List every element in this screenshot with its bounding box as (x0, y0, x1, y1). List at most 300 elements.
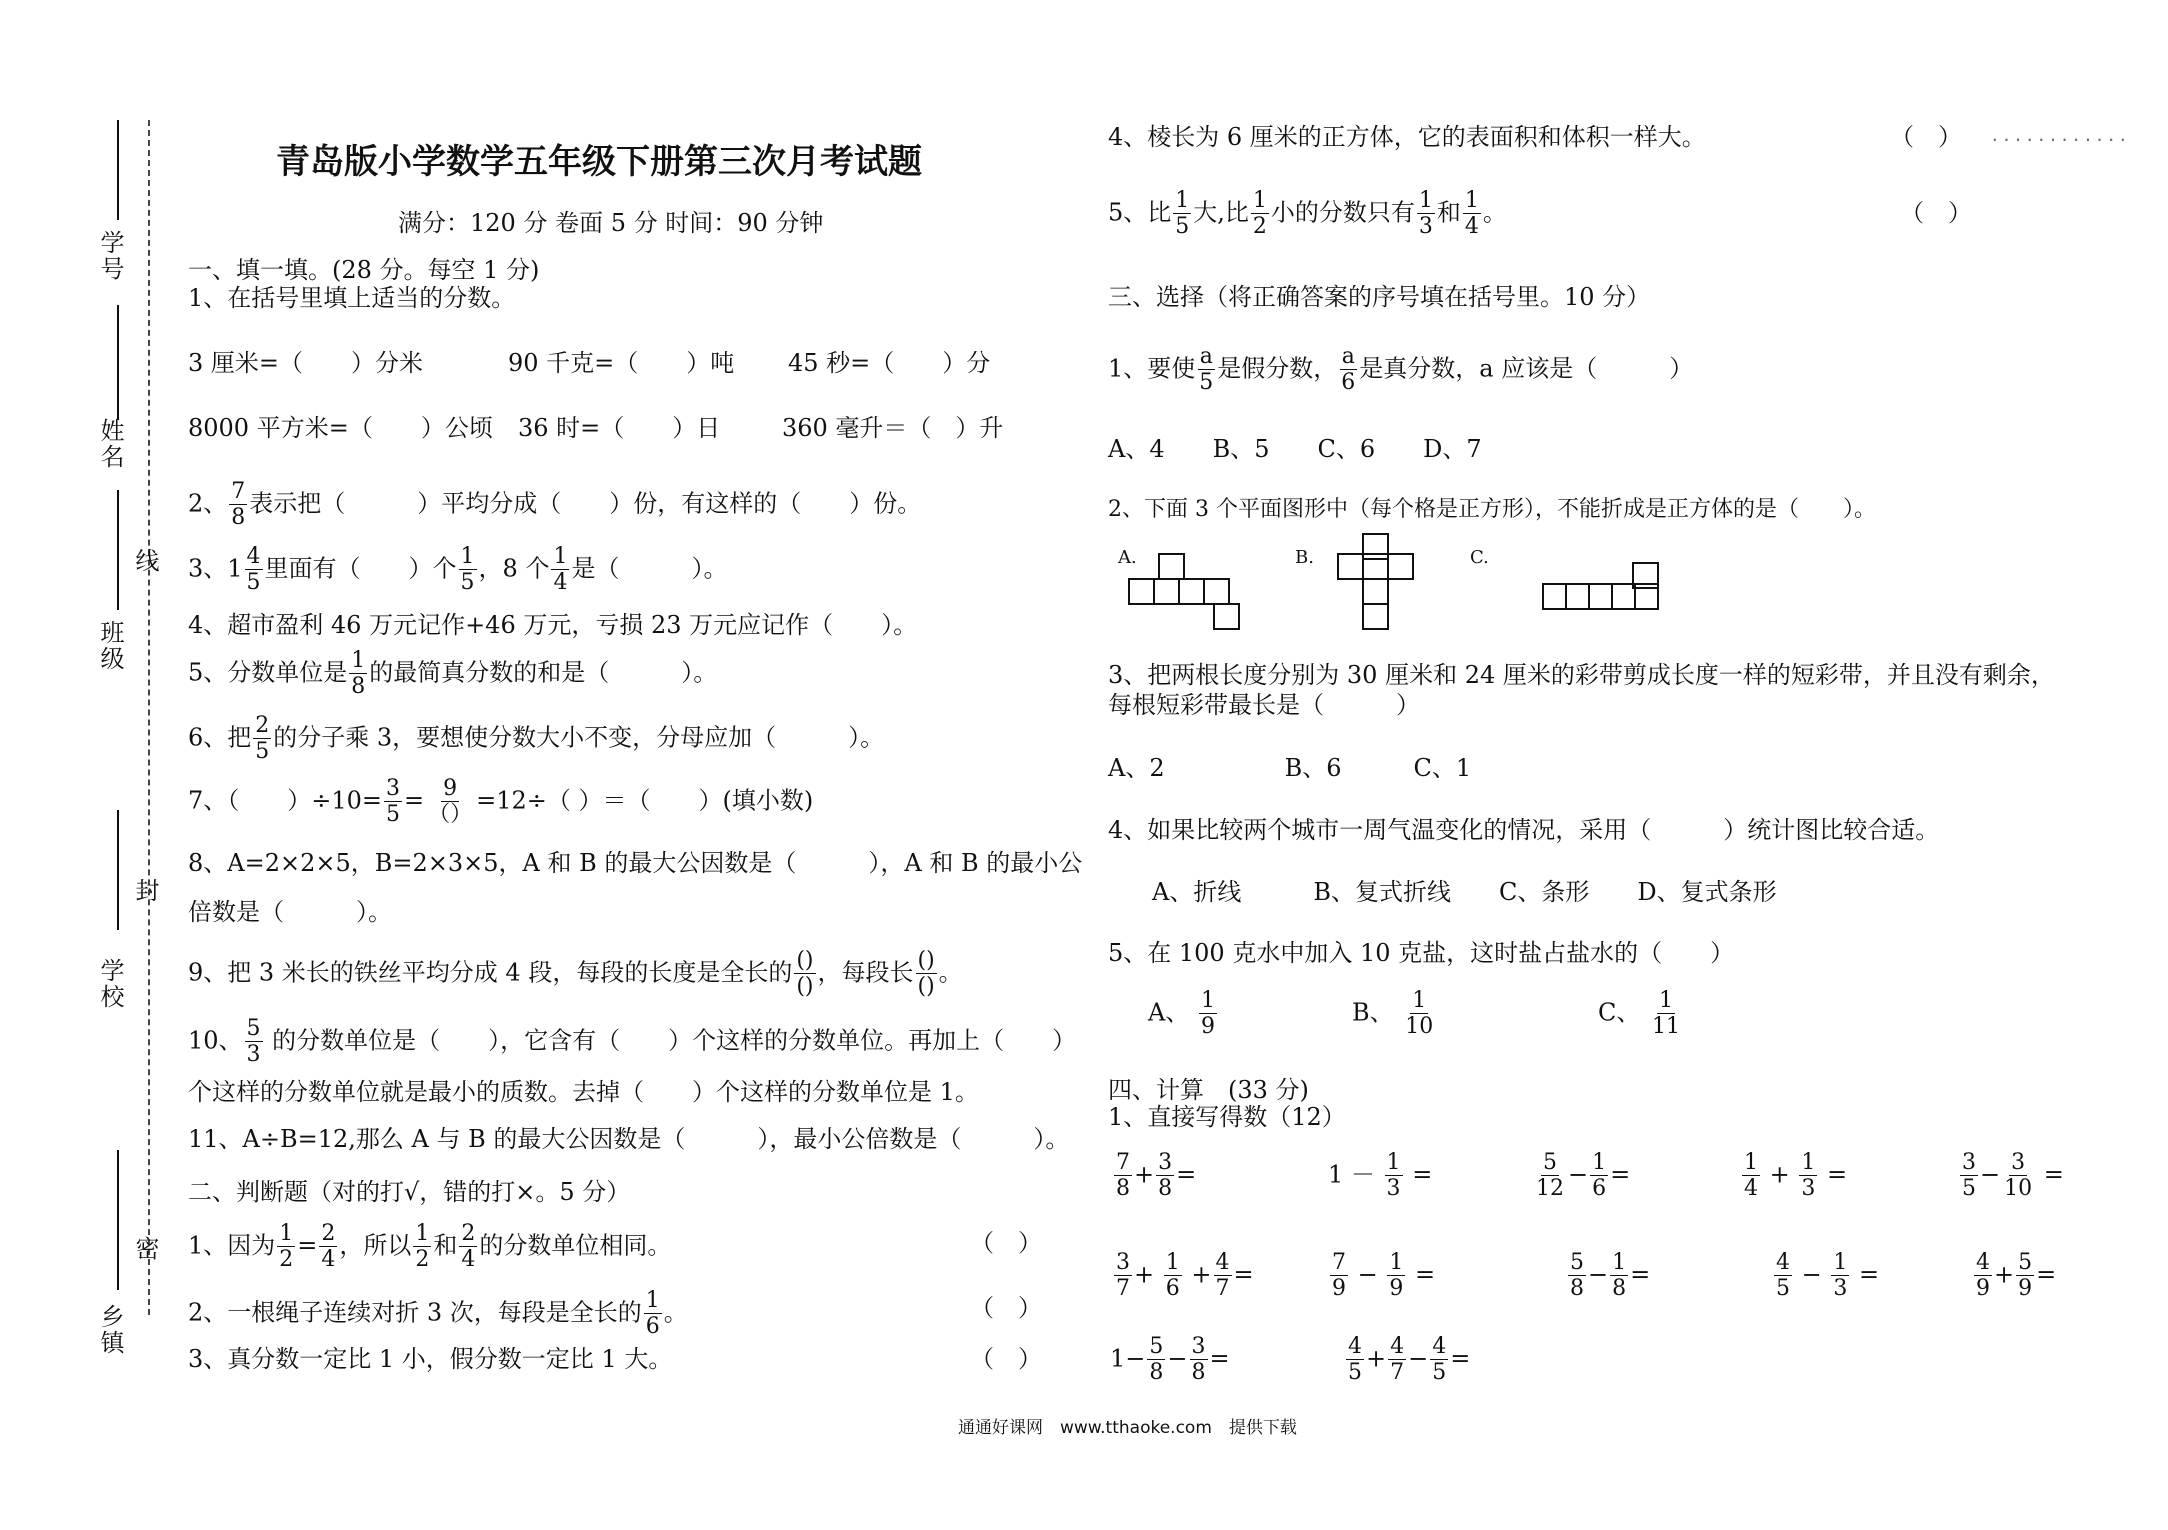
s1-q6 (188, 715, 884, 763)
calc-4-b-denominator: 3 (1801, 1176, 1816, 1201)
margin-dashed-line (148, 120, 150, 1315)
calc-6-c-numerator: 4 (1215, 1250, 1230, 1275)
net-c-cell (1542, 583, 1567, 610)
calc-11-op: − (1167, 1344, 1188, 1373)
s1-q1b2: 36 时=（ ）日 (518, 414, 721, 442)
q5-numerator: 1 (351, 648, 366, 673)
q3-numerator-3: 1 (553, 544, 568, 569)
s3-c3-line1: 3、把两根长度分别为 30 厘米和 24 厘米的彩带剪成长度一样的短彩带，并且没有剩余， (1108, 661, 2055, 689)
c1-fraction-2 (1339, 346, 1357, 394)
calc-2-b-numerator: 1 (1386, 1150, 1401, 1175)
q6-denominator: 5 (255, 739, 270, 764)
c5-a-fraction (1199, 990, 1217, 1038)
net-a-cell (1203, 578, 1230, 605)
calc-9-eq: = (1859, 1260, 1880, 1289)
calc-8-a-numerator: 5 (1570, 1250, 1584, 1275)
calc-7-eq: = (1415, 1260, 1436, 1289)
j3-answer-paren: （ ） (970, 1345, 1042, 1373)
s4-heading: 四、计算 (33 分) (1108, 1076, 1309, 1104)
net-b-cell (1362, 578, 1389, 605)
q9-denominator-2: () (917, 974, 935, 999)
side-label-line: 线 (131, 548, 159, 574)
net-c-cell (1634, 583, 1659, 610)
c1-denominator-1: 5 (1199, 370, 1214, 395)
calc-8-a-denominator: 8 (1570, 1276, 1584, 1301)
j1-numerator-4: 2 (461, 1221, 476, 1246)
q2-numerator: 7 (231, 479, 246, 504)
side-label-name: 姓名 (96, 418, 124, 470)
j5-prefix: 5、比 (1108, 198, 1172, 227)
dotted-trail: ............ (1990, 126, 2130, 145)
calc-2-eq: = (1412, 1160, 1433, 1189)
calc-9 (1772, 1252, 1879, 1300)
j1-numerator-2: 2 (321, 1221, 336, 1246)
calc-11-eq: = (1209, 1344, 1230, 1373)
calc-8-eq: = (1630, 1260, 1651, 1289)
j1-equals: = (297, 1231, 318, 1260)
footer-credit: 通通好课网 www.tthaoke.com 提供下载 (958, 1418, 1297, 1438)
page-title: 青岛版小学数学五年级下册第三次月考试题 (276, 142, 922, 182)
q10-fraction (245, 1018, 263, 1066)
j5-text-2: 小的分数只有 (1270, 198, 1415, 227)
calc-5-a-denominator: 5 (1962, 1176, 1976, 1201)
calc-4-a-denominator: 4 (1744, 1176, 1758, 1201)
j5-numerator-2: 1 (1252, 188, 1267, 213)
calc-12-fraction-b (1388, 1336, 1406, 1384)
j1-fraction-1 (277, 1223, 295, 1271)
net-c-cell (1611, 583, 1636, 610)
net-b-cell (1387, 553, 1414, 580)
net-a-label: A. (1118, 547, 1137, 568)
j1-fraction-3 (413, 1223, 431, 1271)
margin-line-5 (117, 1150, 119, 1290)
calc-1-fraction-b (1156, 1152, 1174, 1200)
q5-text: 的最简真分数的和是（ ）。 (369, 658, 718, 687)
s1-q1b3: 360 毫升＝（ ）升 (782, 414, 1004, 442)
q2-text: 表示把（ ）平均分成（ ）份，有这样的（ ）份。 (249, 489, 922, 518)
q9-numerator-1: () (796, 948, 814, 973)
j1-denominator-2: 4 (321, 1247, 336, 1272)
calc-5-a-numerator: 3 (1962, 1150, 1976, 1175)
q2-fraction (229, 481, 247, 529)
s3-c3-options: A、2 B、6 C、1 (1108, 754, 1472, 782)
calc-2-fraction-b (1385, 1152, 1403, 1200)
c1-denominator-2: 6 (1341, 370, 1356, 395)
net-a-cell (1213, 603, 1240, 630)
net-b-label: B. (1295, 547, 1314, 568)
q3-numerator-1: 4 (246, 544, 261, 569)
j5-numerator-3: 1 (1418, 188, 1433, 213)
q5-prefix: 5、分数单位是 (188, 658, 348, 687)
calc-12-b-numerator: 4 (1390, 1334, 1405, 1359)
calc-5-b-numerator: 3 (2011, 1150, 2026, 1175)
j1-prefix: 1、因为 (188, 1231, 276, 1260)
calc-1-b-numerator: 3 (1158, 1150, 1173, 1175)
c5-a-numerator: 1 (1200, 988, 1215, 1013)
calc-9-b-denominator: 3 (1833, 1276, 1848, 1301)
calc-7-fraction-a (1330, 1252, 1348, 1300)
q7-numerator-1: 3 (386, 776, 401, 801)
s1-q10 (188, 1018, 1076, 1066)
calc-6-b-numerator: 1 (1165, 1250, 1180, 1275)
j5-fraction-2 (1251, 190, 1269, 238)
calc-10-a-denominator: 9 (1976, 1276, 1990, 1301)
side-label-seal: 封 (131, 878, 159, 904)
c5-b-denominator: 10 (1405, 1014, 1434, 1039)
j5-numerator-1: 1 (1175, 188, 1190, 213)
calc-9-b-numerator: 1 (1833, 1250, 1848, 1275)
q6-numerator: 2 (255, 713, 270, 738)
q3-text-2: ，8 个 (478, 554, 550, 583)
s3-c3-line2: 每根短彩带最长是（ ） (1108, 691, 1420, 719)
calc-10-fraction-a (1974, 1252, 1992, 1300)
calc-10-b-numerator: 5 (2018, 1250, 2033, 1275)
j5-denominator-3: 3 (1418, 214, 1433, 239)
q9-text: ，每段长 (817, 958, 914, 987)
j5-text-1: 大,比 (1193, 198, 1249, 227)
j1-fraction-4 (459, 1223, 477, 1271)
calc-5-op: − (1980, 1160, 2001, 1189)
q7-fraction-1 (384, 778, 402, 826)
net-a-cell (1158, 553, 1185, 580)
net-a-cell (1178, 578, 1205, 605)
calc-3-a-numerator: 5 (1543, 1150, 1557, 1175)
calc-6 (1112, 1252, 1254, 1300)
net-c-label: C. (1470, 547, 1489, 568)
s2-j5 (1108, 190, 1507, 238)
s1-heading: 一、填一填。(28 分。每空 1 分) (188, 256, 540, 284)
q7-denominator-1: 5 (386, 802, 401, 827)
c5-option-a (1148, 990, 1219, 1038)
calc-8-fraction-b (1610, 1252, 1628, 1300)
j5-answer-paren: （ ） (1900, 199, 1972, 227)
calc-6-eq: = (1233, 1260, 1254, 1289)
q7-denominator-2: （） (428, 802, 473, 827)
c1-fraction-1 (1197, 346, 1215, 394)
c5-b-label: B、 (1352, 998, 1394, 1027)
q9-fraction-2 (916, 950, 937, 998)
calc-8 (1566, 1252, 1650, 1300)
calc-4-eq: = (1827, 1160, 1848, 1189)
s1-q2 (188, 481, 921, 529)
calc-6-a-denominator: 7 (1116, 1276, 1130, 1301)
calc-7-fraction-b (1387, 1252, 1405, 1300)
q7-fraction-2 (426, 778, 474, 826)
j1-fraction-2 (319, 1223, 337, 1271)
s1-q9 (188, 950, 963, 998)
margin-line-3 (117, 490, 119, 610)
s3-c5: 5、在 100 克水中加入 10 克盐，这时盐占盐水的（ ） (1108, 939, 1735, 967)
calc-8-b-numerator: 1 (1612, 1250, 1627, 1275)
q9-end: 。 (938, 958, 963, 987)
j5-fraction-4 (1463, 190, 1481, 238)
calc-7-a-denominator: 9 (1332, 1276, 1346, 1301)
j1-denominator-3: 2 (415, 1247, 430, 1272)
calc-12-fraction-c (1430, 1336, 1448, 1384)
calc-8-op: − (1588, 1260, 1609, 1289)
calc-10-op: + (1994, 1260, 2015, 1289)
q9-numerator-2: () (917, 948, 935, 973)
calc-2 (1328, 1152, 1432, 1200)
calc-6-fraction-c (1214, 1252, 1232, 1300)
calc-6-a-numerator: 3 (1116, 1250, 1130, 1275)
calc-10 (1972, 1252, 2056, 1300)
calc-6-op2: + (1191, 1260, 1212, 1289)
s1-q1b1: 8000 平方米=（ ）公顷 (188, 414, 493, 442)
s2-j4: 4、棱长为 6 厘米的正方体，它的表面积和体积一样大。 (1108, 123, 1706, 151)
s2-heading: 二、判断题（对的打√，错的打×。5 分） (188, 1178, 631, 1206)
q3-fraction-2 (459, 546, 477, 594)
net-c-cell (1565, 583, 1590, 610)
j5-denominator-2: 2 (1252, 214, 1267, 239)
q3-fraction-1 (245, 546, 263, 594)
net-a-cell (1153, 578, 1180, 605)
s3-c1-options: A、4 B、5 C、6 D、7 (1108, 435, 1482, 463)
s1-q1a2: 90 千克=（ ）吨 (508, 349, 735, 377)
s1-q1a3: 45 秒=（ ）分 (788, 349, 991, 377)
calc-1-eq: = (1176, 1160, 1197, 1189)
calc-12-c-denominator: 5 (1432, 1360, 1447, 1385)
s1-q8-line2: 倍数是（ ）。 (188, 898, 392, 926)
calc-12-a-numerator: 4 (1348, 1334, 1362, 1359)
calc-3-eq: = (1610, 1160, 1631, 1189)
c5-c-numerator: 1 (1659, 988, 1674, 1013)
side-label-township: 乡镇 (96, 1304, 124, 1356)
j1-denominator-4: 4 (461, 1247, 476, 1272)
s4-sub1: 1、直接写得数（12） (1108, 1103, 1346, 1131)
calc-8-b-denominator: 8 (1612, 1276, 1627, 1301)
calc-4-b-numerator: 1 (1801, 1150, 1816, 1175)
q7-numerator-2: 9 (443, 776, 458, 801)
calc-1-op: + (1134, 1160, 1155, 1189)
j2-fraction (644, 1290, 662, 1338)
q10-numerator: 5 (246, 1016, 261, 1041)
j2-answer-paren: （ ） (970, 1294, 1042, 1322)
j2-numerator: 1 (645, 1288, 660, 1313)
net-b-cell (1362, 603, 1389, 630)
q6-prefix: 6、把 (188, 723, 252, 752)
margin-line-4 (117, 810, 119, 930)
s1-q7 (188, 778, 813, 826)
q3-fraction-3 (551, 546, 569, 594)
c5-a-label: A、 (1148, 998, 1190, 1027)
s3-c4: 4、如果比较两个城市一周气温变化的情况，采用（ ）统计图比较合适。 (1108, 816, 1940, 844)
j5-and: 和 (1436, 198, 1461, 227)
margin-line-1 (117, 120, 119, 220)
calc-9-a-numerator: 4 (1776, 1250, 1790, 1275)
q3-text-1: 里面有（ ）个 (264, 554, 457, 583)
s1-q4: 4、超市盈利 46 万元记作+46 万元，亏损 23 万元应记作（ ）。 (188, 611, 918, 639)
s1-q5 (188, 650, 717, 698)
calc-1 (1112, 1152, 1196, 1200)
s3-c2: 2、下面 3 个平面图形中（每个格是正方形），不能折成是正方体的是（ ）。 (1108, 497, 1876, 522)
j5-fraction-3 (1417, 190, 1435, 238)
calc-11 (1110, 1336, 1230, 1384)
side-label-class: 班级 (96, 620, 124, 672)
calc-4-op: + (1769, 1160, 1790, 1189)
s1-q10-line2: 个这样的分数单位就是最小的质数。去掉（ ）个这样的分数单位是 1。 (188, 1078, 979, 1106)
c1-text-2: 是真分数，a 应该是（ ） (1359, 354, 1694, 383)
calc-10-fraction-b (2016, 1252, 2034, 1300)
q3-denominator-1: 5 (246, 570, 261, 595)
calc-3-a-denominator: 12 (1536, 1176, 1564, 1201)
calc-12-eq: = (1450, 1344, 1471, 1373)
calc-10-a-numerator: 4 (1976, 1250, 1990, 1275)
c5-c-denominator: 11 (1652, 1014, 1681, 1039)
calc-5 (1958, 1152, 2064, 1200)
calc-3-fraction-a (1534, 1152, 1566, 1200)
c5-c-fraction (1650, 990, 1682, 1038)
calc-8-fraction-a (1568, 1252, 1586, 1300)
net-b-cell (1362, 553, 1389, 580)
c1-numerator-2: a (1341, 344, 1355, 369)
net-c-cell (1588, 583, 1613, 610)
j4-answer-paren: （ ） (1890, 123, 1962, 151)
calc-11-b-denominator: 8 (1191, 1360, 1206, 1385)
q7-text: =12÷（ ）＝（ ）(填小数) (476, 786, 814, 815)
c5-b-fraction (1403, 990, 1435, 1038)
q3-prefix: 3、1 (188, 554, 243, 583)
calc-6-op1: + (1134, 1260, 1155, 1289)
calc-9-fraction-b (1831, 1252, 1849, 1300)
calc-11-a-denominator: 8 (1149, 1360, 1164, 1385)
calc-4-fraction-a (1742, 1152, 1760, 1200)
calc-1-a-denominator: 8 (1116, 1176, 1130, 1201)
q5-fraction (349, 650, 367, 698)
j2-prefix: 2、一根绳子连续对折 3 次，每段是全长的 (188, 1298, 642, 1327)
calc-3-b-denominator: 6 (1592, 1176, 1607, 1201)
calc-9-op: − (1801, 1260, 1822, 1289)
q3-text-3: 是（ ）。 (571, 554, 728, 583)
s2-j3: 3、真分数一定比 1 小，假分数一定比 1 大。 (188, 1345, 673, 1373)
calc-4-a-numerator: 1 (1744, 1150, 1758, 1175)
calc-12 (1344, 1336, 1470, 1384)
q9-prefix: 9、把 3 米长的铁丝平均分成 4 段，每段的长度是全长的 (188, 958, 793, 987)
calc-2-b-denominator: 3 (1386, 1176, 1401, 1201)
c5-option-c (1598, 990, 1684, 1038)
q9-fraction-1 (794, 950, 815, 998)
side-label-student-id: 学号 (96, 230, 124, 282)
s2-j1 (188, 1223, 671, 1271)
calc-12-b-denominator: 7 (1390, 1360, 1405, 1385)
calc-2-pre: 1 － (1328, 1160, 1375, 1189)
j5-denominator-4: 4 (1464, 214, 1479, 239)
calc-6-c-denominator: 7 (1215, 1276, 1230, 1301)
calc-10-eq: = (2036, 1260, 2057, 1289)
calc-5-eq: = (2043, 1160, 2064, 1189)
calc-12-fraction-a (1346, 1336, 1364, 1384)
net-b-cell (1337, 553, 1364, 580)
calc-3-b-numerator: 1 (1592, 1150, 1607, 1175)
j5-numerator-4: 1 (1464, 188, 1479, 213)
calc-7-op: − (1357, 1260, 1378, 1289)
j5-text-3: 。 (1482, 198, 1507, 227)
calc-6-fraction-b (1164, 1252, 1182, 1300)
calc-12-op2: − (1408, 1344, 1429, 1373)
calc-6-b-denominator: 6 (1165, 1276, 1180, 1301)
calc-4 (1740, 1152, 1847, 1200)
calc-3-op: − (1568, 1160, 1589, 1189)
s2-j2 (188, 1290, 688, 1338)
calc-4-fraction-b (1799, 1152, 1817, 1200)
calc-1-fraction-a (1114, 1152, 1132, 1200)
q10-prefix: 10、 (188, 1026, 243, 1055)
c1-text-1: 是假分数， (1217, 354, 1338, 383)
calc-11-a-numerator: 5 (1149, 1334, 1164, 1359)
calc-10-b-denominator: 9 (2018, 1276, 2033, 1301)
q7-prefix: 7、（ ）÷10= (188, 786, 383, 815)
net-a-cell (1128, 578, 1155, 605)
c5-c-label: C、 (1598, 998, 1641, 1027)
q10-denominator: 3 (246, 1042, 261, 1067)
calc-7 (1328, 1252, 1435, 1300)
s1-q11: 11、A÷B=12,那么 A 与 B 的最大公因数是（ ），最小公倍数是（ ）。 (188, 1125, 1070, 1153)
calc-12-a-denominator: 5 (1348, 1360, 1362, 1385)
j1-answer-paren: （ ） (970, 1229, 1042, 1257)
j2-denominator: 6 (645, 1314, 660, 1339)
calc-7-b-denominator: 9 (1389, 1276, 1404, 1301)
calc-9-a-denominator: 5 (1776, 1276, 1790, 1301)
j1-text-1: ，所以 (339, 1231, 412, 1260)
calc-12-op1: + (1366, 1344, 1387, 1373)
q5-denominator: 8 (351, 674, 366, 699)
page-subtitle: 满分：120 分 卷面 5 分 时间：90 分钟 (398, 209, 824, 237)
side-label-school: 学校 (96, 958, 124, 1010)
c5-b-numerator: 1 (1412, 988, 1427, 1013)
margin-line-2 (117, 305, 119, 420)
calc-5-fraction-a (1960, 1152, 1978, 1200)
s3-c1 (1108, 346, 1693, 394)
c1-prefix: 1、要使 (1108, 354, 1196, 383)
calc-11-fraction-b (1190, 1336, 1208, 1384)
j1-denominator-1: 2 (279, 1247, 294, 1272)
q10-text: 的分数单位是（ ），它含有（ ）个这样的分数单位。再加上（ ） (264, 1026, 1077, 1055)
j1-numerator-1: 1 (279, 1221, 294, 1246)
calc-5-b-denominator: 10 (2004, 1176, 2033, 1201)
j1-text-2: 的分数单位相同。 (479, 1231, 672, 1260)
q2-prefix: 2、 (188, 489, 228, 518)
calc-11-pre: 1− (1110, 1344, 1146, 1373)
calc-12-c-numerator: 4 (1432, 1334, 1447, 1359)
s1-q3 (188, 546, 727, 594)
calc-3 (1532, 1152, 1630, 1200)
side-label-secret: 密 (131, 1236, 159, 1262)
s1-q8-line1: 8、A=2×2×5，B=2×3×5，A 和 B 的最大公因数是（ ），A 和 B 的最小公 (188, 849, 1083, 877)
calc-3-fraction-b (1590, 1152, 1608, 1200)
q3-denominator-2: 5 (460, 570, 475, 595)
q6-text: 的分子乘 3，要想使分数大小不变，分母应加（ ）。 (273, 723, 885, 752)
q6-fraction (253, 715, 271, 763)
j1-numerator-3: 1 (415, 1221, 430, 1246)
calc-7-a-numerator: 7 (1332, 1250, 1346, 1275)
q9-denominator-1: () (796, 974, 814, 999)
c5-option-b (1352, 990, 1437, 1038)
calc-11-b-numerator: 3 (1191, 1334, 1206, 1359)
j2-text: 。 (663, 1298, 688, 1327)
s1-q1a1: 3 厘米=（ ）分米 (188, 349, 424, 377)
s3-c4-options: A、折线 B、复式折线 C、条形 D、复式条形 (1152, 878, 1777, 906)
q2-denominator: 8 (231, 505, 246, 530)
s3-heading: 三、选择（将正确答案的序号填在括号里。10 分） (1108, 283, 1651, 311)
c5-a-denominator: 9 (1200, 1014, 1215, 1039)
q3-denominator-3: 4 (553, 570, 568, 595)
j5-denominator-1: 5 (1175, 214, 1190, 239)
s1-q1: 1、在括号里填上适当的分数。 (188, 284, 516, 312)
q7-equals: = (404, 786, 425, 815)
calc-1-a-numerator: 7 (1116, 1150, 1130, 1175)
calc-11-fraction-a (1147, 1336, 1165, 1384)
c1-numerator-1: a (1199, 344, 1213, 369)
